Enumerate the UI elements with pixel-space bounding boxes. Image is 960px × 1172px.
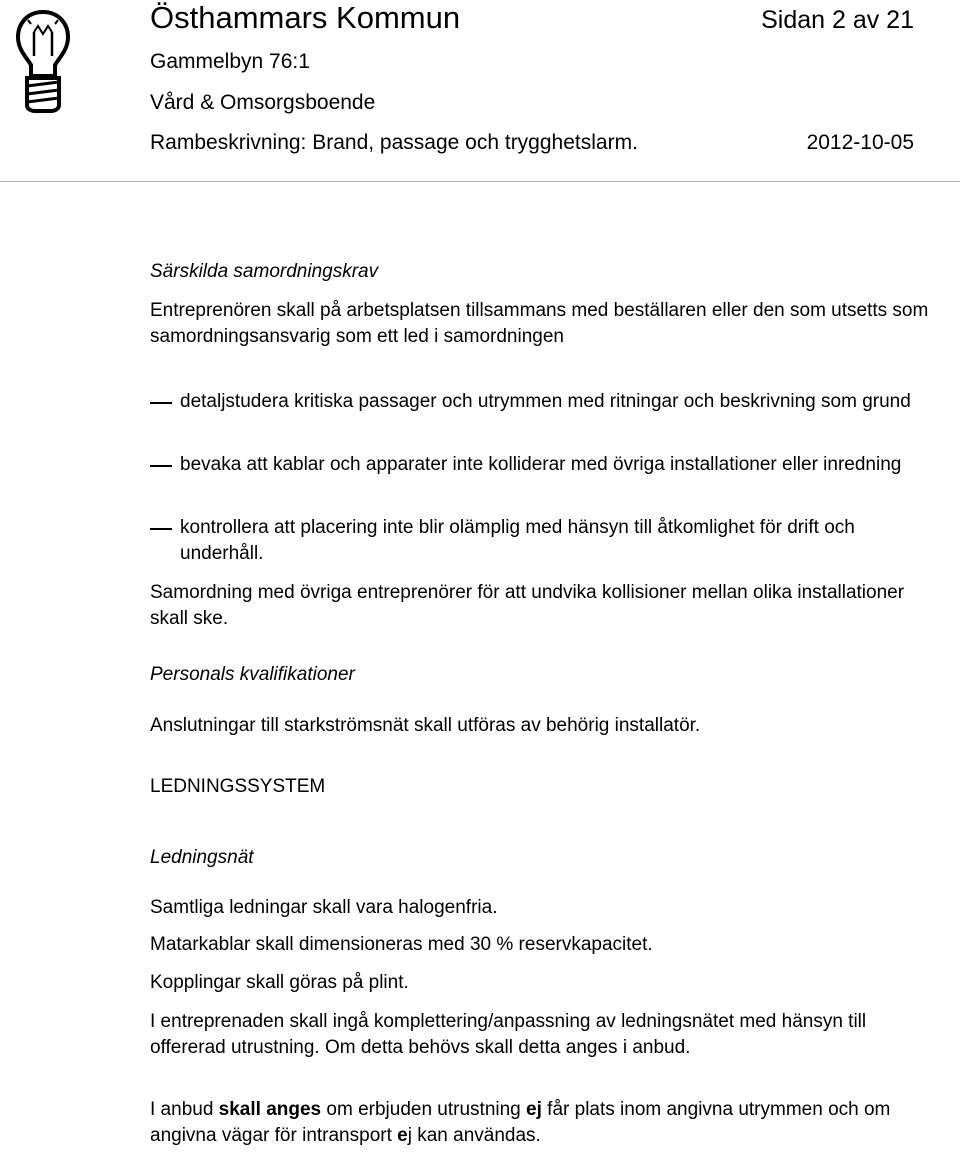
building-type: Vård & Omsorgsboende bbox=[150, 91, 376, 114]
text-run: j kan användas. bbox=[407, 1124, 541, 1146]
emphasis-text: e bbox=[397, 1124, 408, 1146]
network-heading: Ledningsnät bbox=[150, 847, 254, 868]
network-paragraph: Samtliga ledningar skall vara halogenfria. bbox=[150, 897, 498, 918]
qualifications-heading: Personals kvalifikationer bbox=[150, 664, 355, 685]
coordination-bullet: kontrollera att placering inte blir olämplig med hänsyn till åtkomlighet för drift och underhåll. bbox=[180, 517, 855, 564]
bullet-dash bbox=[150, 402, 172, 404]
network-paragraph: Kopplingar skall göras på plint. bbox=[150, 972, 409, 993]
network-paragraph bbox=[150, 1097, 940, 1148]
network-paragraph: Matarkablar skall dimensioneras med 30 % reservkapacitet. bbox=[150, 934, 653, 955]
property-designation: Gammelbyn 76:1 bbox=[150, 50, 310, 73]
text-run: får plats inom angivna utrymmen och om angivna vägar för intransport bbox=[150, 1099, 891, 1146]
document-description: Rambeskrivning: Brand, passage och trygghetslarm. bbox=[150, 131, 638, 154]
bullet-dash bbox=[150, 465, 172, 467]
text-run: I anbud bbox=[150, 1099, 219, 1120]
document-date: 2012-10-05 bbox=[806, 131, 914, 154]
header-divider bbox=[0, 181, 960, 182]
emphasis-text: ej bbox=[526, 1099, 542, 1120]
coordination-closing: Samordning med övriga entreprenörer för att undvika kollisioner mellan olika installationer skall ske. bbox=[150, 582, 905, 629]
coordination-bullet: bevaka att kablar och apparater inte kolliderar med övriga installationer eller inredning bbox=[180, 454, 902, 475]
emphasis-text: skall anges bbox=[218, 1099, 322, 1120]
organization-name: Östhammars Kommun bbox=[150, 0, 461, 35]
coordination-bullet: detaljstudera kritiska passager och utrymmen med ritningar och beskrivning som grund bbox=[180, 391, 911, 412]
text-run: om erbjuden utrustning bbox=[321, 1099, 527, 1120]
qualifications-text: Anslutningar till starkströmsnät skall utföras av behörig installatör. bbox=[150, 715, 701, 736]
lightbulb-icon bbox=[14, 8, 72, 114]
coordination-heading: Särskilda samordningskrav bbox=[150, 261, 379, 282]
network-paragraph: I entreprenaden skall ingå komplettering/anpassning av ledningsnätet med hänsyn till offererad utrustning. Om detta behövs skall detta anges i anbud. bbox=[150, 1011, 867, 1058]
bullet-dash bbox=[150, 528, 172, 530]
coordination-intro: Entreprenören skall på arbetsplatsen tillsammans med beställaren eller den som utsetts som samordningsansvarig som ett led i samordningen bbox=[150, 300, 929, 347]
page-number: Sidan 2 av 21 bbox=[761, 6, 914, 34]
system-heading: LEDNINGSSYSTEM bbox=[150, 776, 326, 797]
